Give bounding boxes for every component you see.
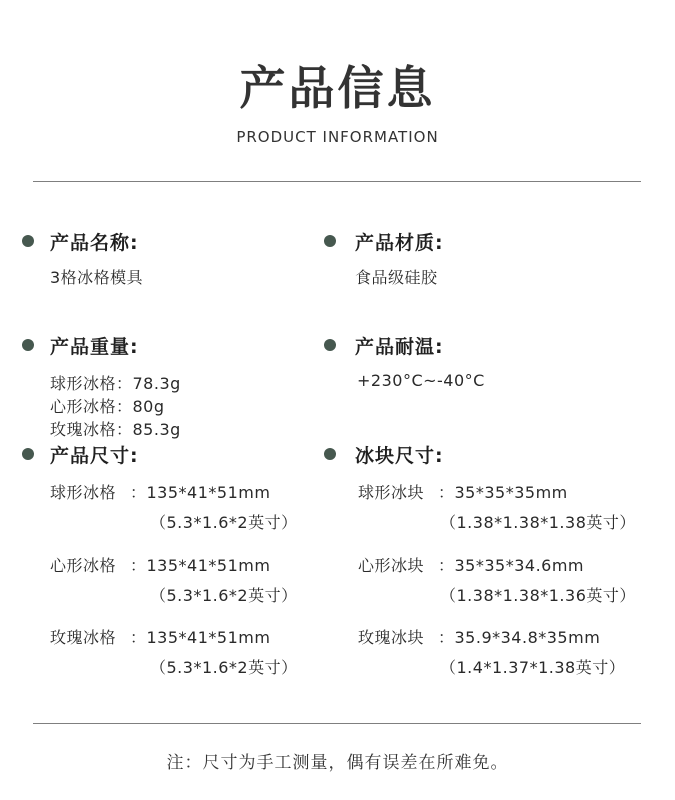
product-size-mm: ：135*41*51mm (130, 483, 271, 502)
product-size-inch: （5.3*1.6*2英寸） (150, 586, 298, 605)
footnote: 注：尺寸为手工测量，偶有误差在所难免。 (166, 753, 509, 773)
bullet-dot (324, 448, 336, 460)
ice-size-mm: ：35.9*34.8*35mm (438, 628, 601, 647)
product-size-name: 球形冰格 (50, 483, 117, 502)
ice-size-inch: （1.38*1.38*1.38英寸） (440, 513, 636, 532)
ice-size-name: 球形冰块 (358, 483, 425, 502)
product-size-label: 产品尺寸: (50, 445, 139, 467)
product-size-inch: （5.3*1.6*2英寸） (150, 658, 298, 677)
bullet-dot (324, 339, 336, 351)
page-subtitle: PRODUCT INFORMATION (236, 128, 439, 146)
ice-size-label: 冰块尺寸: (355, 445, 444, 467)
ice-size-mm: ：35*35*35mm (438, 483, 568, 502)
temperature-value: +230°C~-40°C (357, 371, 485, 390)
product-size-mm: ：135*41*51mm (130, 556, 271, 575)
bottom-divider (33, 723, 641, 724)
ice-size-inch: （1.4*1.37*1.38英寸） (440, 658, 626, 677)
weight-label: 产品重量: (50, 336, 139, 358)
product-size-name: 玫瑰冰格 (50, 628, 117, 647)
weight-line: 心形冰格：80g (50, 397, 165, 416)
material-label: 产品材质: (355, 232, 444, 254)
page-title: 产品信息 (239, 61, 436, 115)
product-size-inch: （5.3*1.6*2英寸） (150, 513, 298, 532)
weight-line: 球形冰格：78.3g (50, 374, 181, 393)
bullet-dot (22, 235, 34, 247)
bullet-dot (22, 339, 34, 351)
weight-line: 玫瑰冰格：85.3g (50, 420, 181, 439)
ice-size-name: 心形冰块 (358, 556, 425, 575)
top-divider (33, 181, 641, 182)
product-name-value: 3格冰格模具 (50, 268, 144, 287)
product-size-name: 心形冰格 (50, 556, 117, 575)
temperature-label: 产品耐温: (355, 336, 444, 358)
ice-size-name: 玫瑰冰块 (358, 628, 425, 647)
product-size-mm: ：135*41*51mm (130, 628, 271, 647)
bullet-dot (324, 235, 336, 247)
bullet-dot (22, 448, 34, 460)
product-name-label: 产品名称: (50, 232, 139, 254)
ice-size-mm: ：35*35*34.6mm (438, 556, 585, 575)
ice-size-inch: （1.38*1.38*1.36英寸） (440, 586, 636, 605)
material-value: 食品级硅胶 (355, 268, 438, 287)
